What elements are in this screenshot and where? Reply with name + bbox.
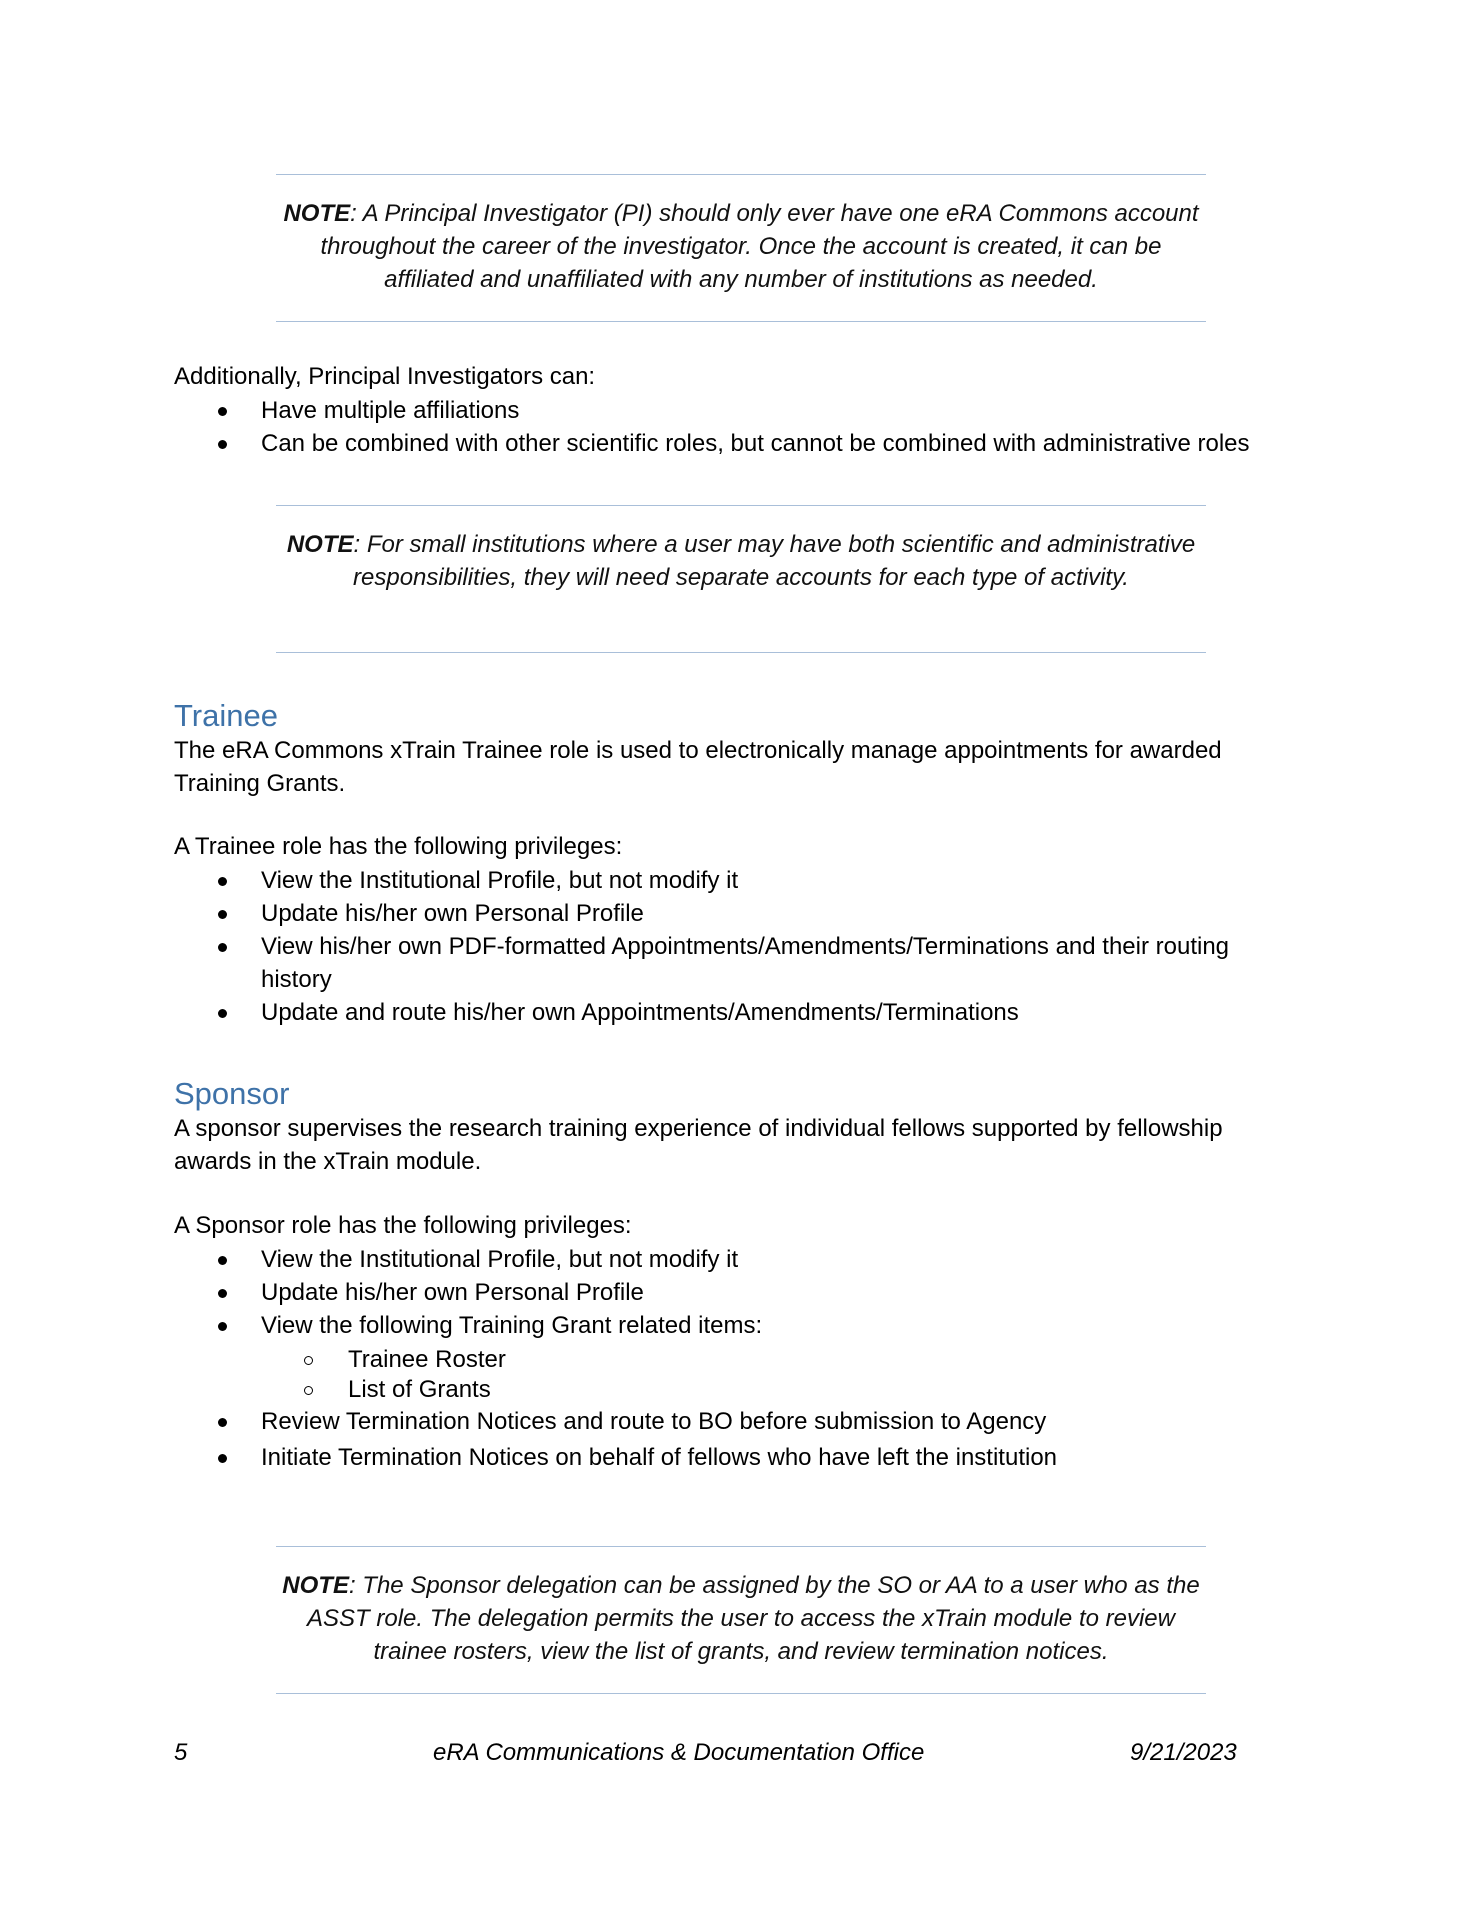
note-label: NOTE: [283, 200, 351, 227]
list-item: View the following Training Grant related items: Trainee Roster List of Grants: [174, 1309, 1304, 1405]
pi-intro: Additionally, Principal Investigators can:: [174, 363, 596, 390]
hollow-bullet-icon: [304, 1386, 313, 1395]
trainee-bullet-list: [174, 864, 1304, 1029]
bullet-icon: [218, 1418, 227, 1427]
list-item: Trainee Roster: [261, 1345, 1304, 1375]
list-item: Update his/her own Personal Profile: [174, 1276, 1304, 1309]
bullet-icon: [218, 1289, 227, 1298]
bullet-icon: [218, 407, 227, 416]
list-item: View the Institutional Profile, but not modify it: [174, 1243, 1304, 1276]
sponsor-heading: Sponsor: [174, 1076, 290, 1111]
bullet-icon: [218, 943, 227, 952]
list-item: Update his/her own Personal Profile: [174, 897, 1304, 930]
note-text: : For small institutions where a user may have both scientific and administrative responsibilities, they will need separate accounts for each type of activity.: [353, 531, 1196, 591]
bullet-icon: [218, 910, 227, 919]
list-item: Review Termination Notices and route to BO before submission to Agency: [174, 1405, 1304, 1438]
hollow-bullet-icon: [304, 1356, 313, 1365]
footer-office: eRA Communications & Documentation Office: [433, 1739, 925, 1766]
bullet-icon: [218, 440, 227, 449]
list-item: List of Grants: [261, 1375, 1304, 1405]
sponsor-sub-list: [261, 1345, 1304, 1405]
trainee-description: The eRA Commons xTrain Trainee role is used to electronically manage appointments for awarded Training Grants.: [174, 737, 1222, 797]
note-text: : The Sponsor delegation can be assigned by the SO or AA to a user who as the ASST role. The delegation permits the user to access the xTrain module to review trainee rosters, view the list of grants, and review termination notices.: [307, 1572, 1200, 1665]
page-footer: [0, 1736, 1484, 1770]
footer-date: 9/21/2023: [1130, 1739, 1237, 1766]
trainee-heading: Trainee: [174, 698, 278, 733]
note-box-pi-account: [276, 174, 1206, 322]
bullet-icon: [218, 1322, 227, 1331]
bullet-icon: [218, 1256, 227, 1265]
note-box-separate-accounts: [276, 505, 1206, 653]
list-item: View his/her own PDF-formatted Appointments/Amendments/Terminations and their routing history: [174, 930, 1304, 996]
sponsor-intro: A Sponsor role has the following privileges:: [174, 1212, 632, 1239]
page-number: 5: [174, 1739, 188, 1766]
note-label: NOTE: [286, 531, 354, 558]
list-item: Initiate Termination Notices on behalf of fellows who have left the institution: [174, 1441, 1304, 1474]
sponsor-bullet-list: [174, 1243, 1304, 1474]
bullet-icon: [218, 1454, 227, 1463]
list-item: Can be combined with other scientific roles, but cannot be combined with administrative roles: [174, 427, 1304, 460]
trainee-intro: A Trainee role has the following privileges:: [174, 833, 623, 860]
sponsor-description: A sponsor supervises the research training experience of individual fellows supported by fellowship awards in the xTrain module.: [174, 1115, 1223, 1175]
note-text: : A Principal Investigator (PI) should only ever have one eRA Commons account throughout the career of the investigator. Once the account is created, it can be affiliated and unaffiliated with any number of institutions as needed.: [320, 200, 1199, 293]
note-box-sponsor-delegation: [276, 1546, 1206, 1694]
list-item: View the Institutional Profile, but not modify it: [174, 864, 1304, 897]
pi-bullet-list: [174, 394, 1304, 460]
note-label: NOTE: [282, 1572, 349, 1599]
list-item: Have multiple affiliations: [174, 394, 1304, 427]
bullet-icon: [218, 877, 227, 886]
bullet-icon: [218, 1009, 227, 1018]
list-item: Update and route his/her own Appointments/Amendments/Terminations: [174, 996, 1304, 1029]
